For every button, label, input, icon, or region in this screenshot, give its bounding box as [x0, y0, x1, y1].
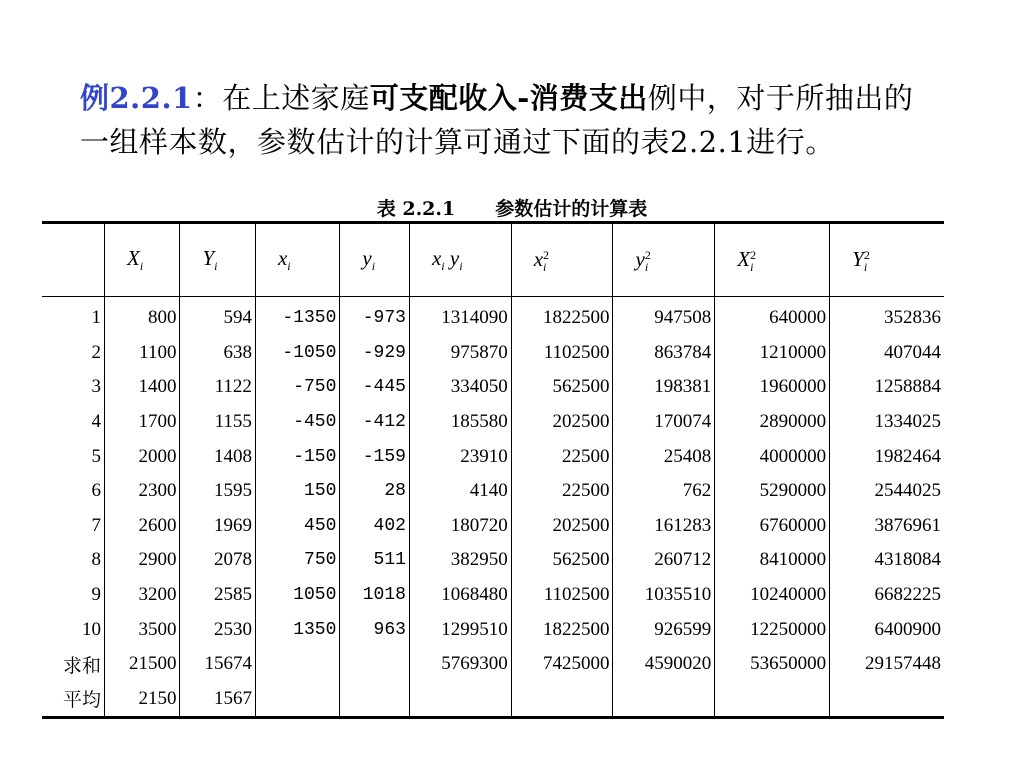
header-superscript: 2: [750, 248, 757, 263]
header-subscript: i: [214, 259, 218, 274]
header-script: [543, 249, 549, 273]
table-cell: -1350: [255, 297, 339, 336]
table-cell: 7425000: [511, 647, 613, 682]
row-label: 7: [42, 509, 105, 544]
paragraph-bold-text: 可支配收入-消费支出: [369, 81, 648, 115]
table-cell: -750: [255, 370, 339, 405]
table-cell: 1314090: [409, 297, 511, 336]
table-cell: 1018: [340, 578, 410, 613]
row-label: 2: [42, 336, 105, 371]
header-cell: [180, 223, 255, 297]
table-cell: -412: [340, 405, 410, 440]
table-row: [42, 297, 944, 336]
table-cell: [409, 682, 511, 718]
table-caption: [0, 194, 1024, 221]
header-cell: [830, 223, 944, 297]
table-cell: 185580: [409, 405, 511, 440]
table-cell: 2150: [105, 682, 180, 718]
table-cell: 1822500: [511, 297, 613, 336]
table-cell: 12250000: [715, 612, 830, 647]
table-cell: -150: [255, 439, 339, 474]
header-symbol: Y: [852, 246, 864, 271]
table-cell: 21500: [105, 647, 180, 682]
table-cell: -973: [340, 297, 410, 336]
table-cell: 1408: [180, 439, 255, 474]
table-row: [42, 405, 944, 440]
table-cell: 947508: [613, 297, 715, 336]
table-cell: 6760000: [715, 509, 830, 544]
header-subscript: i: [863, 260, 868, 275]
table-cell: 1068480: [409, 578, 511, 613]
table-cell: 402: [340, 509, 410, 544]
table-cell: 4590020: [613, 647, 715, 682]
table-cell: 1969: [180, 509, 255, 544]
row-label: 求和: [42, 647, 105, 682]
table-cell: 22500: [511, 439, 613, 474]
table-cell: 863784: [613, 336, 715, 371]
row-label: 3: [42, 370, 105, 405]
table-cell: -445: [340, 370, 410, 405]
table-cell: 1960000: [715, 370, 830, 405]
table-cell: 1050: [255, 578, 339, 613]
table-cell: 4140: [409, 474, 511, 509]
table-cell: 1982464: [830, 439, 944, 474]
table-cell: -159: [340, 439, 410, 474]
table-cell: 4000000: [715, 439, 830, 474]
header-symbol: x: [277, 245, 288, 270]
header-subscript: i: [543, 260, 547, 275]
table-row: [42, 509, 944, 544]
table-cell: 2544025: [830, 474, 944, 509]
header-symbol: X: [127, 245, 140, 270]
table-row: [42, 336, 944, 371]
header-subscript: i: [287, 259, 291, 274]
table-cell: -450: [255, 405, 339, 440]
table-row: [42, 578, 944, 613]
table-cell: 2890000: [715, 405, 830, 440]
header-cell: [613, 223, 715, 297]
table-cell: 6400900: [830, 612, 944, 647]
header-script: [750, 249, 756, 273]
table-cell: 562500: [511, 543, 613, 578]
table-cell: 5290000: [715, 474, 830, 509]
row-label: 8: [42, 543, 105, 578]
row-label: 4: [42, 405, 105, 440]
header-cell: [105, 223, 180, 297]
table-cell: [340, 647, 410, 682]
table-cell: 15674: [180, 647, 255, 682]
table-cell: 29157448: [830, 647, 944, 682]
table-cell: 170074: [613, 405, 715, 440]
table-row: [42, 543, 944, 578]
table-cell: 2000: [105, 439, 180, 474]
table-cell: 1400: [105, 370, 180, 405]
header-subscript-2: i: [459, 259, 463, 274]
table-cell: 25408: [613, 439, 715, 474]
table-cell: 2078: [180, 543, 255, 578]
header-symbol: Y: [202, 245, 215, 270]
table-cell: 1210000: [715, 336, 830, 371]
table-cell: 22500: [511, 474, 613, 509]
paragraph-text-2: 例中，对于所抽出的一组样本数，参数估计的计算可通过下面的表2.2.1进行。: [80, 81, 914, 159]
row-label: 1: [42, 297, 105, 336]
header-symbol: X: [737, 246, 751, 271]
table-cell: [511, 682, 613, 718]
row-label: 6: [42, 474, 105, 509]
table-cell: 5769300: [409, 647, 511, 682]
table-cell: 1334025: [830, 405, 944, 440]
table-cell: 2300: [105, 474, 180, 509]
table-cell: 1350: [255, 612, 339, 647]
table-cell: 3500: [105, 612, 180, 647]
header-symbol-2: y: [449, 245, 460, 270]
table-cell: 198381: [613, 370, 715, 405]
colon: ：: [192, 81, 223, 115]
table-cell: 8410000: [715, 543, 830, 578]
table-cell: 180720: [409, 509, 511, 544]
table-cell: 3200: [105, 578, 180, 613]
table-cell: 23910: [409, 439, 511, 474]
table-cell: 150: [255, 474, 339, 509]
header-symbol: x: [431, 245, 442, 270]
table-cell: 1700: [105, 405, 180, 440]
table-cell: 2530: [180, 612, 255, 647]
table-cell: 2585: [180, 578, 255, 613]
table-cell: 352836: [830, 297, 944, 336]
table-cell: [255, 647, 339, 682]
table-row: [42, 439, 944, 474]
table-cell: 1299510: [409, 612, 511, 647]
table-cell: 750: [255, 543, 339, 578]
table-number: 表 2.2.1: [376, 198, 456, 220]
table-cell: 800: [105, 297, 180, 336]
table-cell: 1100: [105, 336, 180, 371]
table-cell: 382950: [409, 543, 511, 578]
table-cell: 1035510: [613, 578, 715, 613]
table-cell: 963: [340, 612, 410, 647]
header-superscript: 2: [644, 248, 651, 263]
header-symbol: y: [635, 246, 645, 271]
example-paragraph: [80, 76, 920, 164]
row-label: 5: [42, 439, 105, 474]
table-cell: 260712: [613, 543, 715, 578]
table-cell: 4318084: [830, 543, 944, 578]
table-cell: 926599: [613, 612, 715, 647]
header-subscript: i: [750, 260, 754, 275]
header-subscript: i: [644, 260, 649, 275]
example-label: 例2.2.1: [80, 81, 193, 115]
table-cell: 1102500: [511, 578, 613, 613]
table-cell: 407044: [830, 336, 944, 371]
table-cell: 1258884: [830, 370, 944, 405]
table-cell: 1102500: [511, 336, 613, 371]
table-cell: 202500: [511, 405, 613, 440]
table-cell: 450: [255, 509, 339, 544]
header-index: [42, 223, 105, 297]
table-cell: -929: [340, 336, 410, 371]
header-row: [42, 223, 944, 297]
table-cell: 640000: [715, 297, 830, 336]
table-cell: 1122: [180, 370, 255, 405]
header-cell: [340, 223, 410, 297]
table-cell: 3876961: [830, 509, 944, 544]
header-cell: [255, 223, 339, 297]
header-symbol: x: [533, 246, 544, 271]
table-cell: 28: [340, 474, 410, 509]
table-row: [42, 682, 944, 718]
header-cell: [715, 223, 830, 297]
table-cell: 1595: [180, 474, 255, 509]
header-subscript: i: [371, 259, 376, 274]
table-cell: 2600: [105, 509, 180, 544]
table-cell: 2900: [105, 543, 180, 578]
paragraph-text-1: 在上述家庭: [222, 81, 370, 115]
row-label: 10: [42, 612, 105, 647]
table-cell: 334050: [409, 370, 511, 405]
header-script: [864, 249, 870, 273]
table-cell: -1050: [255, 336, 339, 371]
table-body: [42, 297, 944, 718]
table-title: 参数估计的计算表: [495, 198, 648, 220]
header-subscript: i: [139, 259, 144, 274]
table-cell: 1155: [180, 405, 255, 440]
table-cell: 6682225: [830, 578, 944, 613]
table-cell: [715, 682, 830, 718]
header-cell: [511, 223, 613, 297]
row-label: 平均: [42, 682, 105, 718]
table-cell: 594: [180, 297, 255, 336]
table-cell: 762: [613, 474, 715, 509]
table-cell: [613, 682, 715, 718]
table-row: [42, 474, 944, 509]
table-cell: 638: [180, 336, 255, 371]
row-label: 9: [42, 578, 105, 613]
table-cell: 975870: [409, 336, 511, 371]
calculation-table: [42, 221, 944, 719]
table-cell: 562500: [511, 370, 613, 405]
table-row: [42, 370, 944, 405]
header-subscript: i: [441, 259, 445, 274]
table-row: [42, 612, 944, 647]
header-superscript: 2: [543, 248, 550, 263]
table-cell: 511: [340, 543, 410, 578]
header-script: [645, 249, 651, 273]
table-row: [42, 647, 944, 682]
table-cell: 1822500: [511, 612, 613, 647]
table-cell: 53650000: [715, 647, 830, 682]
header-cell: [409, 223, 511, 297]
table-cell: 202500: [511, 509, 613, 544]
header-superscript: 2: [863, 248, 870, 263]
table-cell: 1567: [180, 682, 255, 718]
table-cell: 10240000: [715, 578, 830, 613]
table-cell: [255, 682, 339, 718]
header-symbol: y: [362, 245, 372, 270]
table-cell: 161283: [613, 509, 715, 544]
table-cell: [340, 682, 410, 718]
table-cell: [830, 682, 944, 718]
